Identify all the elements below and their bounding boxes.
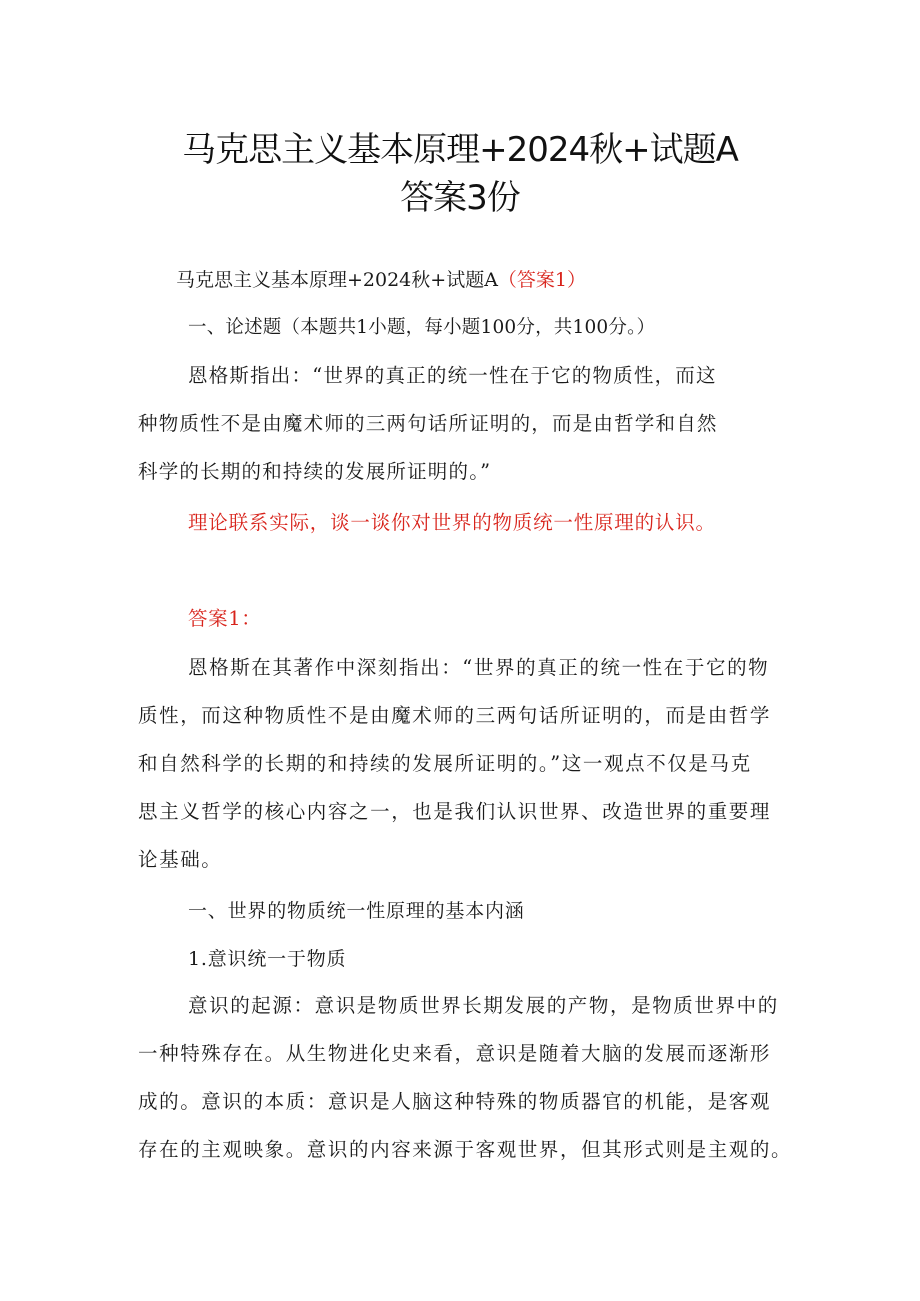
document-title-line-2: 答案3份 [400,178,520,218]
answer-set-subtitle [176,267,586,293]
answer-intro-paragraph [138,644,798,884]
subtitle-answer-tag: （答案1） [497,269,587,291]
document-title-line-1: 马克思主义基本原理+2024秋+试题A [182,130,738,170]
answer-intro-line: 恩格斯在其著作中深刻指出：“世界的真正的统一性在于它的物 [188,656,770,679]
subtitle-main: 马克思主义基本原理+2024秋+试题A [176,269,498,291]
point1-line: 一种特殊存在。从生物进化史来看，意识是随着大脑的发展而逐渐形 [138,1042,772,1065]
question-prompt: 理论联系实际，谈一谈你对世界的物质统一性原理的认识。 [188,511,716,534]
answer-intro-line: 和自然科学的长期的和持续的发展所证明的。”这一观点不仅是马克 [138,752,752,775]
question-text [138,352,798,496]
point1-heading: 1.意识统一于物质 [188,948,347,970]
point1-body [138,982,798,1174]
point1-line: 成的。意识的本质：意识是人脑这种特殊的物质器官的机能，是客观 [138,1090,772,1113]
point1-line: 意识的起源：意识是物质世界长期发展的产物，是物质世界中的 [188,994,779,1017]
section-heading: 一、论述题（本题共1小题，每小题100分，共100分。） [188,317,656,338]
part-heading: 一、世界的物质统一性原理的基本内涵 [188,900,525,922]
question-line: 恩格斯指出：“世界的真正的统一性在于它的物质性，而这 [188,364,717,387]
question-line: 科学的长期的和持续的发展所证明的。” [138,460,492,483]
answer-intro-line: 论基础。 [138,848,223,871]
point1-line: 存在的主观映象。意识的内容来源于客观世界，但其形式则是主观的。 [138,1138,793,1161]
question-line: 种物质性不是由魔术师的三两句话所证明的，而是由哲学和自然 [138,412,718,435]
answer-intro-line: 思主义哲学的核心内容之一，也是我们认识世界、改造世界的重要理 [138,800,772,823]
answer-label: 答案1： [188,607,262,630]
answer-intro-line: 质性，而这种物质性不是由魔术师的三两句话所证明的，而是由哲学 [138,704,772,727]
